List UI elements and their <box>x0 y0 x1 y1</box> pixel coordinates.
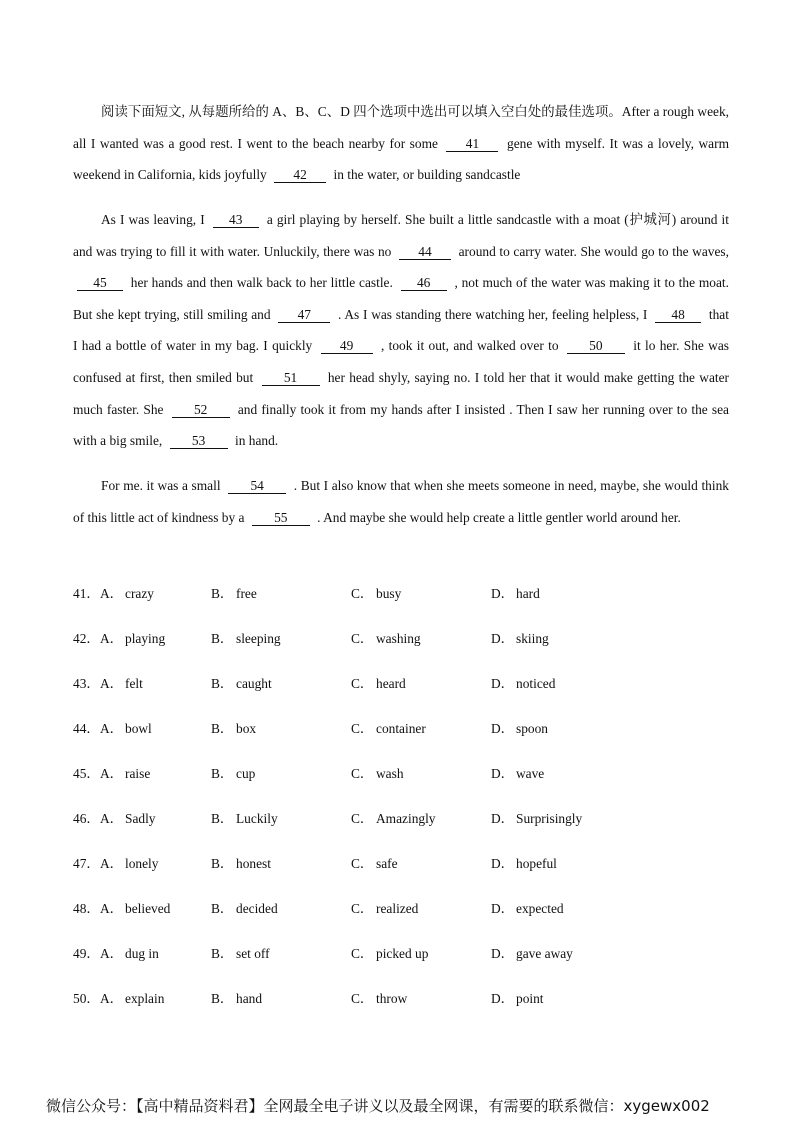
question-number: 47． <box>73 856 100 871</box>
text-run: her hands and then walk back to her little castle. <box>130 275 393 291</box>
option-letter: B． <box>211 946 234 961</box>
question-row <box>73 579 733 624</box>
option-c[interactable] <box>351 714 426 744</box>
option-a[interactable] <box>100 714 152 744</box>
text-run: . And maybe she would help create a little gentler world around her. <box>317 509 681 525</box>
text-run: 阅读下面短文, 从每题所给的 A、B、C、D 四个选项中选出可以填入空白处的最佳选项。After a rough week, all I wanted was a good rest. I went to the beach nearby for some <box>73 104 729 151</box>
option-letter: B． <box>211 766 234 781</box>
question-number: 49． <box>73 946 100 961</box>
question-row <box>73 939 733 984</box>
option-letter: A． <box>100 676 124 691</box>
text-run: . But I also know that when she meets someone in need, maybe, she would think of this little act of kindness by a <box>73 478 729 525</box>
option-letter: A． <box>100 946 124 961</box>
option-letter: C． <box>351 721 374 736</box>
option-letter: D． <box>491 721 515 736</box>
question-number: 46． <box>73 811 100 826</box>
option-text: explain <box>125 991 165 1006</box>
option-a[interactable] <box>100 579 154 609</box>
text-run: around to carry water. She would go to the waves, <box>458 243 729 259</box>
option-a[interactable] <box>100 804 156 834</box>
option-text: Sadly <box>125 811 156 826</box>
option-text: gave away <box>516 946 573 961</box>
option-d[interactable] <box>491 669 555 699</box>
option-c[interactable] <box>351 984 407 1014</box>
option-a[interactable] <box>100 669 143 699</box>
option-letter: D． <box>491 586 515 601</box>
option-text: hopeful <box>516 856 557 871</box>
question-row <box>73 624 733 669</box>
question-number: 45． <box>73 766 100 781</box>
option-a[interactable] <box>100 984 164 1014</box>
option-letter: C． <box>351 856 374 871</box>
option-text: noticed <box>516 676 556 691</box>
option-letter: C． <box>351 991 374 1006</box>
text-run: in the water, or building sandcastle <box>333 167 521 183</box>
option-letter: D． <box>491 811 515 826</box>
option-text: container <box>376 721 426 736</box>
blank-49[interactable]: 49 <box>321 339 373 354</box>
option-text: felt <box>125 676 143 691</box>
option-b[interactable] <box>211 984 262 1014</box>
text-run: For me. it was a small <box>101 478 221 493</box>
option-text: believed <box>125 901 171 916</box>
blank-53[interactable]: 53 <box>170 434 228 449</box>
option-text: playing <box>125 631 166 646</box>
text-run: that I had a bottle of water in my bag. I quickly <box>73 306 729 354</box>
option-letter: A． <box>100 856 124 871</box>
question-row <box>73 849 733 894</box>
blank-46[interactable]: 46 <box>401 276 447 291</box>
option-letter: C． <box>351 586 374 601</box>
option-b[interactable] <box>211 759 255 789</box>
option-letter: B． <box>211 721 234 736</box>
blank-44[interactable]: 44 <box>399 245 451 260</box>
question-options-list <box>73 579 733 1029</box>
text-run: , took it out, and walked over to <box>380 338 559 354</box>
option-text: picked up <box>376 946 429 961</box>
option-letter: D． <box>491 856 515 871</box>
option-letter: C． <box>351 766 374 781</box>
blank-50[interactable]: 50 <box>567 339 625 354</box>
option-letter: D． <box>491 766 515 781</box>
option-text: caught <box>236 676 272 691</box>
option-a[interactable] <box>100 624 165 654</box>
option-letter: A． <box>100 991 124 1006</box>
passage-paragraph-3 <box>73 470 729 533</box>
option-c[interactable] <box>351 579 401 609</box>
option-letter: B． <box>211 676 234 691</box>
question-row <box>73 669 733 714</box>
question-row <box>73 759 733 804</box>
option-text: safe <box>376 856 398 871</box>
option-text: honest <box>236 856 271 871</box>
option-letter: C． <box>351 901 374 916</box>
option-c[interactable] <box>351 849 398 879</box>
option-letter: D． <box>491 901 515 916</box>
option-text: heard <box>376 676 406 691</box>
option-b[interactable] <box>211 669 272 699</box>
option-letter: A． <box>100 811 124 826</box>
option-letter: C． <box>351 631 374 646</box>
option-a[interactable] <box>100 849 158 879</box>
question-number: 50． <box>73 991 100 1006</box>
option-b[interactable] <box>211 804 278 834</box>
option-letter: B． <box>211 586 234 601</box>
option-letter: B． <box>211 901 234 916</box>
option-letter: B． <box>211 991 234 1006</box>
option-letter: B． <box>211 856 234 871</box>
option-letter: D． <box>491 991 515 1006</box>
option-d[interactable] <box>491 894 564 924</box>
question-number: 48． <box>73 901 100 916</box>
text-run: . As I was standing there watching her, feeling helpless, I <box>338 306 648 322</box>
text-run: gene with myself. It was a lovely, warm weekend in California, kids joyfully <box>73 135 729 183</box>
option-b[interactable] <box>211 624 281 654</box>
option-a[interactable] <box>100 759 150 789</box>
blank-55[interactable]: 55 <box>252 511 310 526</box>
text-run: in hand. <box>234 433 279 449</box>
option-letter: B． <box>211 631 234 646</box>
option-text: realized <box>376 901 419 916</box>
option-d[interactable] <box>491 984 544 1014</box>
blank-45[interactable]: 45 <box>77 276 123 291</box>
option-letter: A． <box>100 631 124 646</box>
option-d[interactable] <box>491 579 540 609</box>
option-text: throw <box>376 991 408 1006</box>
option-text: point <box>516 991 544 1006</box>
option-text: bowl <box>125 721 152 736</box>
option-c[interactable] <box>351 624 421 654</box>
blank-52[interactable]: 52 <box>172 403 230 418</box>
option-text: box <box>236 721 257 736</box>
option-text: expected <box>516 901 564 916</box>
option-letter: A． <box>100 901 124 916</box>
option-a[interactable] <box>100 894 170 924</box>
option-text: hand <box>236 991 263 1006</box>
option-c[interactable] <box>351 669 406 699</box>
option-b[interactable] <box>211 894 278 924</box>
option-text: raise <box>125 766 151 781</box>
option-d[interactable] <box>491 624 549 654</box>
option-text: Surprisingly <box>516 811 583 826</box>
option-text: lonely <box>125 856 159 871</box>
question-number: 42． <box>73 631 100 646</box>
question-number: 41． <box>73 586 100 601</box>
text-run: her head shyly, saying no. I told her that it would make getting the water much faster. She <box>73 369 730 417</box>
passage-paragraph-1 <box>73 96 729 191</box>
option-text: Amazingly <box>376 811 436 826</box>
option-d[interactable] <box>491 849 557 879</box>
option-c[interactable] <box>351 894 418 924</box>
option-text: wave <box>516 766 545 781</box>
blank-43[interactable]: 43 <box>213 213 259 228</box>
option-a[interactable] <box>100 939 159 969</box>
option-text: hard <box>516 586 540 601</box>
option-text: washing <box>376 631 421 646</box>
option-text: sleeping <box>236 631 281 646</box>
option-d[interactable] <box>491 759 544 789</box>
option-b[interactable] <box>211 579 257 609</box>
option-text: busy <box>376 586 402 601</box>
passage-paragraph-2 <box>73 204 729 457</box>
text-run: , not much of the water was making it to the moat. But she kept trying, still smiling and <box>73 275 729 322</box>
option-letter: D． <box>491 946 515 961</box>
option-c[interactable] <box>351 939 428 969</box>
question-row <box>73 984 733 1029</box>
text-run: and finally took it from my hands after I insisted . Then I saw her running over to the sea with a big smile, <box>73 401 729 449</box>
option-text: wash <box>376 766 404 781</box>
option-d[interactable] <box>491 714 548 744</box>
blank-54[interactable]: 54 <box>228 479 286 494</box>
option-letter: C． <box>351 676 374 691</box>
option-text: free <box>236 586 257 601</box>
option-text: set off <box>236 946 270 961</box>
option-b[interactable] <box>211 939 270 969</box>
option-text: decided <box>236 901 278 916</box>
blank-48[interactable]: 48 <box>655 308 701 323</box>
option-b[interactable] <box>211 714 256 744</box>
option-d[interactable] <box>491 939 573 969</box>
option-d[interactable] <box>491 804 582 834</box>
option-letter: D． <box>491 676 515 691</box>
question-row <box>73 714 733 759</box>
option-letter: C． <box>351 946 374 961</box>
option-letter: A． <box>100 721 124 736</box>
option-letter: B． <box>211 811 234 826</box>
text-run: a girl playing by herself. She built a little sandcastle with a moat (护城河) around it and was trying to fill it with water. Unluckily, there was no <box>73 212 730 259</box>
option-c[interactable] <box>351 804 436 834</box>
option-letter: D． <box>491 631 515 646</box>
option-text: crazy <box>125 586 154 601</box>
question-number: 44． <box>73 721 100 736</box>
option-text: skiing <box>516 631 549 646</box>
question-row <box>73 894 733 939</box>
question-row <box>73 804 733 849</box>
blank-41[interactable]: 41 <box>446 137 498 152</box>
question-number: 43． <box>73 676 100 691</box>
text-run: it lo her. She was confused at first, then smiled but <box>73 338 730 385</box>
option-text: dug in <box>125 946 159 961</box>
option-letter: A． <box>100 766 124 781</box>
option-b[interactable] <box>211 849 271 879</box>
option-text: Luckily <box>236 811 278 826</box>
footer-note: 微信公众号：【高中精品资料君】全网最全电子讲义以及最全网课，有需要的联系微信：xygewx002 <box>46 1097 710 1115</box>
option-text: cup <box>236 766 256 781</box>
option-letter: A． <box>100 586 124 601</box>
option-text: spoon <box>516 721 548 736</box>
blank-47[interactable]: 47 <box>278 308 330 323</box>
text-run: As I was leaving, I <box>101 212 205 227</box>
option-letter: C． <box>351 811 374 826</box>
option-c[interactable] <box>351 759 404 789</box>
blank-42[interactable]: 42 <box>274 168 326 183</box>
blank-51[interactable]: 51 <box>262 371 320 386</box>
